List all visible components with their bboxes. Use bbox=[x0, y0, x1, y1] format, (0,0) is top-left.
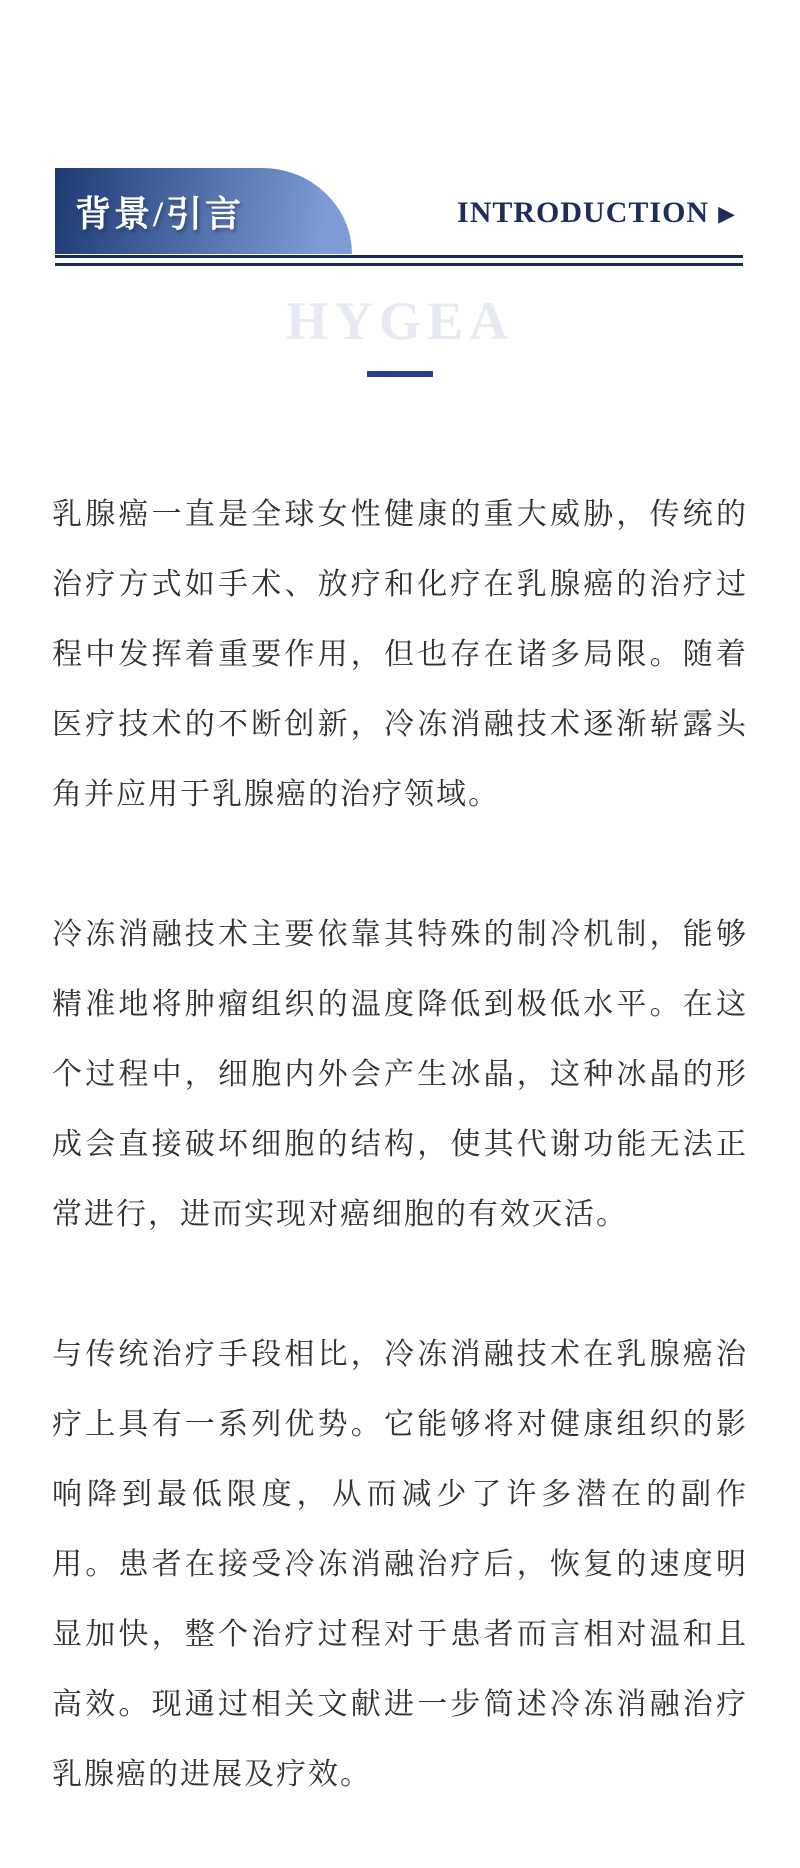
brand-watermark: HYGEA bbox=[285, 291, 515, 351]
article-body bbox=[52, 480, 748, 1810]
paragraph-mechanism: 冷冻消融技术主要依靠其特殊的制冷机制，能够精准地将肿瘤组织的温度降低到极低水平。在这个过程中，细胞内外会产生冰晶，这种冰晶的形成会直接破坏细胞的结构，使其代谢功能无法正常进行，进而实现对癌细胞的有效灭活。 bbox=[52, 918, 748, 1231]
intro-heading bbox=[457, 196, 735, 230]
paragraph-intro: 乳腺癌一直是全球女性健康的重大威胁，传统的治疗方式如手术、放疗和化疗在乳腺癌的治疗过程中发挥着重要作用，但也存在诸多局限。随着医疗技术的不断创新，冷冻消融技术逐渐崭露头角并应用于乳腺癌的治疗领域。 bbox=[52, 498, 748, 811]
accent-divider bbox=[367, 371, 433, 377]
section-badge-label: 背景/引言 bbox=[75, 193, 245, 234]
intro-heading-label: INTRODUCTION bbox=[457, 196, 710, 229]
section-badge bbox=[55, 168, 352, 254]
arrow-right-icon: ▶ bbox=[718, 201, 735, 227]
paragraph-advantages: 与传统治疗手段相比，冷冻消融技术在乳腺癌治疗上具有一系列优势。它能够将对健康组织的影响降到最低限度，从而减少了许多潜在的副作用。患者在接受冷冻消融治疗后，恢复的速度明显加快，整个治疗过程对于患者而言相对温和且高效。现通过相关文献进一步简述冷冻消融治疗乳腺癌的进展及疗效。 bbox=[52, 1338, 748, 1791]
header-rule-top bbox=[55, 255, 743, 258]
header-rule-bottom bbox=[55, 263, 743, 266]
